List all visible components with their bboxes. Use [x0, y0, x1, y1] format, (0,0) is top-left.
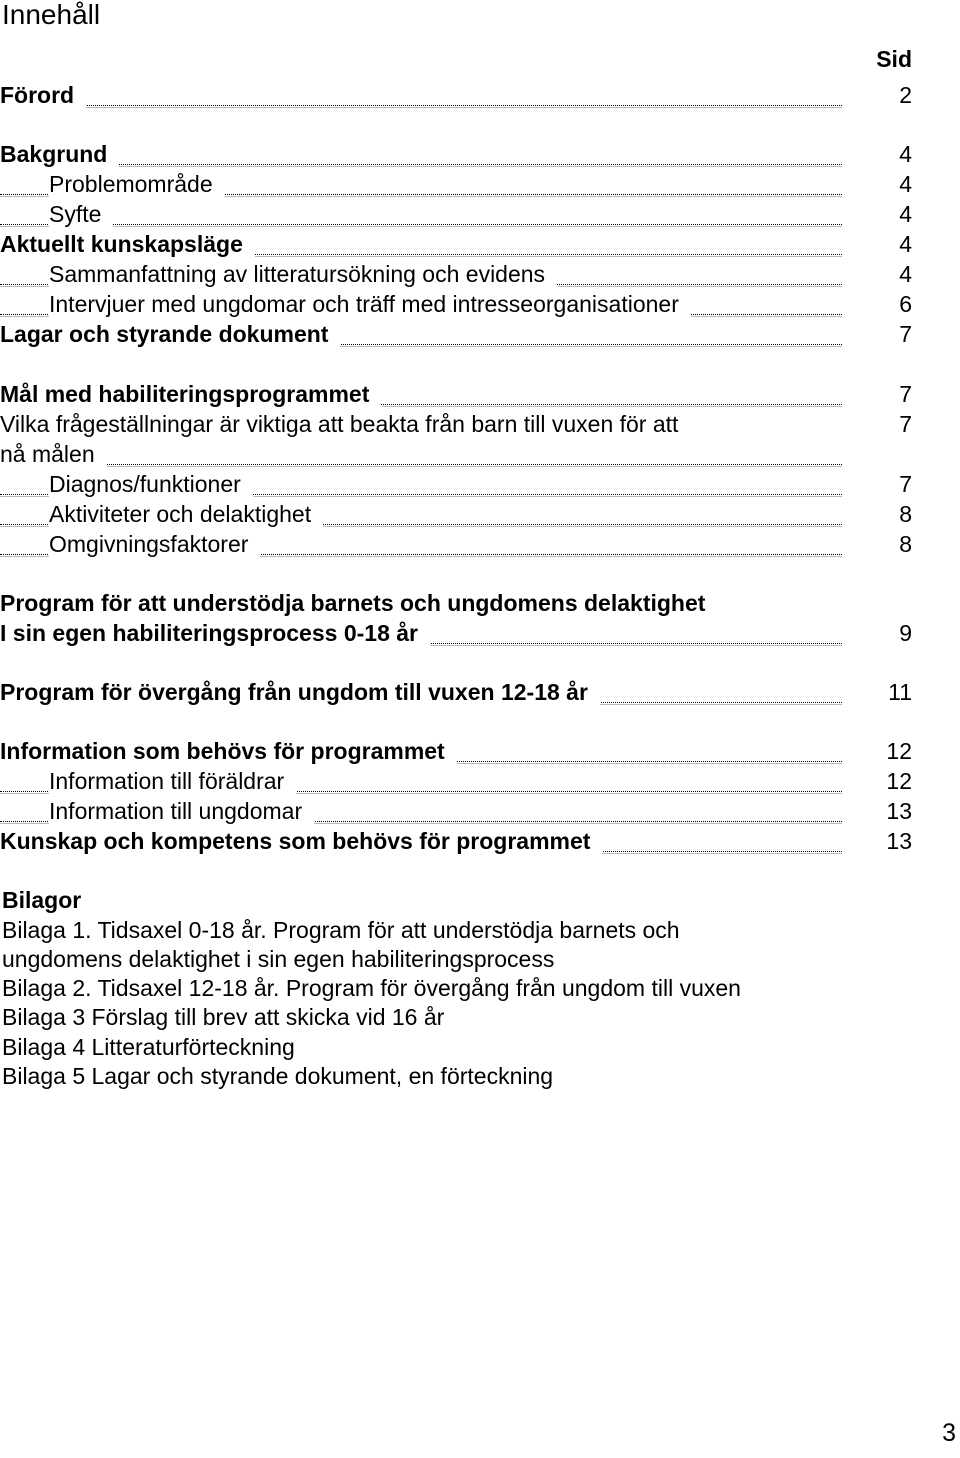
toc-entry-program-0-18[interactable] [0, 588, 912, 618]
toc-entry-syfte[interactable] [0, 199, 912, 229]
toc-entry-kunskap[interactable] [0, 826, 912, 856]
toc-entry-text: Förord [0, 80, 86, 110]
toc-entry-information[interactable] [0, 736, 912, 766]
toc-entry-info-foraldrar[interactable] [0, 766, 912, 796]
toc-entry-forord[interactable] [0, 80, 912, 110]
toc-page-number: 7 [899, 471, 912, 497]
toc-leader [0, 224, 842, 227]
toc-page-number: 13 [886, 828, 912, 854]
toc-entry-omgivningsfaktorer[interactable] [0, 529, 912, 559]
toc-entry-text: Syfte [49, 199, 113, 229]
toc-leader [0, 105, 842, 108]
toc-page-number: 13 [886, 798, 912, 824]
toc-page-number: 11 [888, 679, 912, 705]
toc-entry-info-ungdomar[interactable] [0, 796, 912, 826]
toc-entry-aktuellt-kunskapslage[interactable] [0, 229, 912, 259]
bilaga-item: Bilaga 1. Tidsaxel 0-18 år. Program för att understödja barnets och [2, 917, 680, 943]
page-number: 3 [942, 1419, 956, 1447]
toc-entry-text: Intervjuer med ungdomar och träff med intresseorganisationer [49, 289, 691, 319]
toc-entry-text: Information till ungdomar [49, 796, 314, 826]
toc-page-number: 12 [886, 768, 912, 794]
toc-entry-text: Sammanfattning av litteratursökning och evidens [49, 259, 557, 289]
toc-entry-diagnos[interactable] [0, 469, 912, 499]
page-column-heading: Sid [876, 46, 912, 72]
toc-entry-text: Aktuellt kunskapsläge [0, 229, 255, 259]
bilaga-item: Bilaga 3 Förslag till brev att skicka vid 16 år [2, 1004, 445, 1030]
toc-entry-text: Aktiviteter och delaktighet [49, 499, 323, 529]
toc-entry-text: Information till föräldrar [49, 766, 296, 796]
bilagor-heading: Bilagor [2, 887, 82, 913]
toc-entry-text: Vilka frågeställningar är viktiga att beakta från barn till vuxen för att [0, 409, 690, 439]
toc-entry-text: Program för att understödja barnets och ungdomens delaktighet [0, 588, 717, 618]
toc-leader [0, 164, 842, 167]
toc-entry-text: Program för övergång från ungdom till vuxen 12-18 år [0, 677, 600, 707]
toc-entry-mal[interactable] [0, 379, 912, 409]
toc-page-number: 6 [899, 291, 912, 317]
toc-page-number: 7 [899, 411, 912, 437]
page-title: Innehåll [2, 0, 101, 30]
toc-entry-text: Lagar och styrande dokument [0, 319, 340, 349]
toc-entry-fragestallningar[interactable] [0, 409, 912, 439]
toc-page-number: 12 [886, 738, 912, 764]
toc-entry-program-12-18[interactable] [0, 677, 912, 707]
toc-page-number: 4 [899, 141, 912, 167]
toc-entry-text: Information som behövs för programmet [0, 736, 457, 766]
toc-entry-aktiviteter[interactable] [0, 499, 912, 529]
toc-entry-text: Diagnos/funktioner [49, 469, 253, 499]
toc-leader [0, 464, 842, 467]
toc-page-number: 4 [899, 201, 912, 227]
toc-page-number: 9 [899, 620, 912, 646]
bilaga-item: Bilaga 5 Lagar och styrande dokument, en förteckning [2, 1063, 554, 1089]
toc-page-number: 7 [899, 381, 912, 407]
toc-page-number: 8 [899, 501, 912, 527]
toc-page-number: 7 [899, 321, 912, 347]
toc-entry-text: nå målen [0, 439, 107, 469]
toc-page-number: 4 [899, 231, 912, 257]
toc-page-number: 4 [899, 261, 912, 287]
toc-entry-lagar[interactable] [0, 319, 912, 349]
toc-entry-fragestallningar-cont[interactable] [0, 439, 912, 469]
bilaga-item: Bilaga 2. Tidsaxel 12-18 år. Program för övergång från ungdom till vuxen [2, 975, 741, 1001]
toc-entry-program-0-18-cont[interactable] [0, 618, 912, 648]
toc-entry-sammanfattning[interactable] [0, 259, 912, 289]
toc-entry-text: Problemområde [49, 169, 225, 199]
toc-page-number: 4 [899, 171, 912, 197]
toc-entry-text: I sin egen habiliteringsprocess 0-18 år [0, 618, 430, 648]
toc-entry-text: Mål med habiliteringsprogrammet [0, 379, 381, 409]
toc-entry-text: Bakgrund [0, 139, 119, 169]
toc-page-number: 2 [899, 82, 912, 108]
toc-entry-text: Omgivningsfaktorer [49, 529, 260, 559]
toc-entry-text: Kunskap och kompetens som behövs för programmet [0, 826, 602, 856]
toc-entry-intervjuer[interactable] [0, 289, 912, 319]
toc-entry-problemomrade[interactable] [0, 169, 912, 199]
bilaga-item: ungdomens delaktighet i sin egen habiliteringsprocess [2, 946, 555, 972]
bilaga-item: Bilaga 4 Litteraturförteckning [2, 1034, 295, 1060]
toc-entry-bakgrund[interactable] [0, 139, 912, 169]
toc-page-number: 8 [899, 531, 912, 557]
